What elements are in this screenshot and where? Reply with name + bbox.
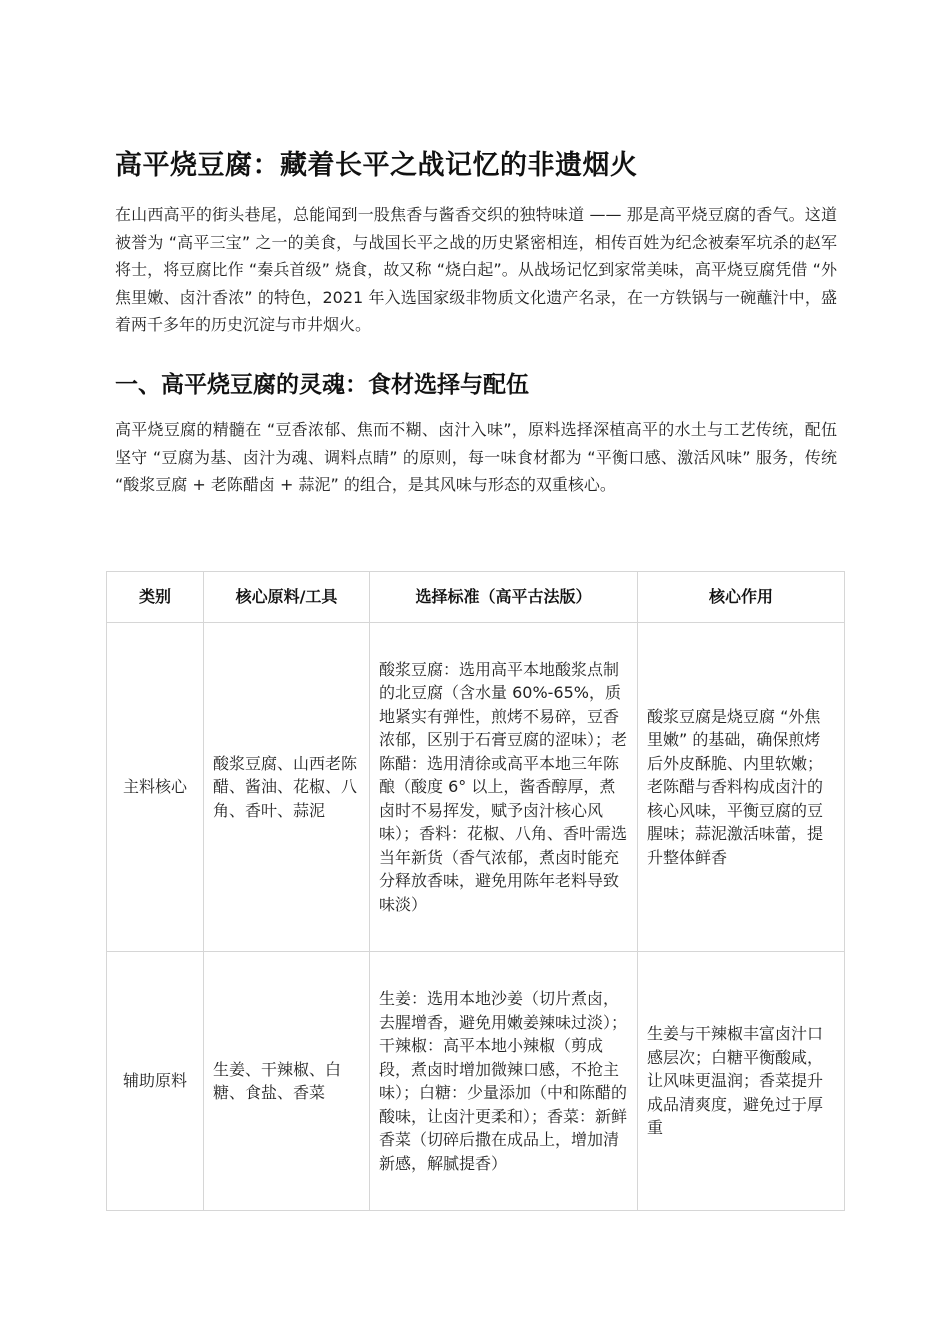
header-category: 类别	[107, 572, 204, 623]
ingredients-table	[106, 571, 845, 1211]
section-paragraph-ingredients: 高平烧豆腐的精髓在 “豆香浓郁、焦而不糊、卤汁入味”，原料选择深植高平的水土与工艺传统，配伍坚守 “豆腐为基、卤汁为魂、调料点睛” 的原则，每一味食材都为 “平衡口感、激活风味” 服务，传统 “酸浆豆腐 + 老陈醋卤 + 蒜泥” 的组合，是其风味与形态的双重核心。	[115, 420, 837, 495]
cell-ingredients: 生姜、干辣椒、白糖、食盐、香菜	[204, 952, 370, 1211]
cell-standard: 酸浆豆腐：选用高平本地酸浆点制的北豆腐（含水量 60%-65%，质地紧实有弹性，煎烤不易碎，豆香浓郁，区别于石膏豆腐的涩味）；老陈醋：选用清徐或高平本地三年陈酿（酸度 6° 以上，酱香醇厚，煮卤时不易挥发，赋予卤汁核心风味）；香料：花椒、八角、香叶需选当年新货（香气浓郁，煮卤时能充分释放香味，避免用陈年老料导致味淡）	[370, 623, 638, 952]
cell-ingredients: 酸浆豆腐、山西老陈醋、酱油、花椒、八角、香叶、蒜泥	[204, 623, 370, 952]
table-header-row	[107, 572, 845, 623]
table-row	[107, 952, 845, 1211]
cell-role: 生姜与干辣椒丰富卤汁口感层次；白糖平衡酸咸，让风味更温润；香菜提升成品清爽度，避免过于厚重	[638, 952, 845, 1211]
section-heading-ingredients: 一、高平烧豆腐的灵魂：食材选择与配伍	[115, 372, 529, 398]
cell-role: 酸浆豆腐是烧豆腐 “外焦里嫩” 的基础，确保煎烤后外皮酥脆、内里软嫩；老陈醋与香料构成卤汁的核心风味，平衡豆腐的豆腥味；蒜泥激活味蕾，提升整体鲜香	[638, 623, 845, 952]
table-row	[107, 623, 845, 952]
intro-paragraph: 在山西高平的街头巷尾，总能闻到一股焦香与酱香交织的独特味道 —— 那是高平烧豆腐的香气。这道被誉为 “高平三宝” 之一的美食，与战国长平之战的历史紧密相连，相传百姓为纪念被秦军坑杀的赵军将士，将豆腐比作 “秦兵首级” 烧食，故又称 “烧白起”。从战场记忆到家常美味，高平烧豆腐凭借 “外焦里嫩、卤汁香浓” 的特色，2021 年入选国家级非物质文化遗产名录，在一方铁锅与一碗蘸汁中，盛着两千多年的历史沉淀与市井烟火。	[115, 205, 837, 335]
header-standard: 选择标准（高平古法版）	[370, 572, 638, 623]
cell-category: 辅助原料	[107, 952, 204, 1211]
page-title: 高平烧豆腐：藏着长平之战记忆的非遗烟火	[115, 150, 638, 181]
header-ingredients: 核心原料/工具	[204, 572, 370, 623]
cell-standard: 生姜：选用本地沙姜（切片煮卤，去腥增香，避免用嫩姜辣味过淡）；干辣椒：高平本地小辣椒（剪成段，煮卤时增加微辣口感，不抢主味）；白糖：少量添加（中和陈醋的酸味，让卤汁更柔和）；香菜：新鲜香菜（切碎后撒在成品上，增加清新感，解腻提香）	[370, 952, 638, 1211]
cell-category: 主料核心	[107, 623, 204, 952]
header-role: 核心作用	[638, 572, 845, 623]
